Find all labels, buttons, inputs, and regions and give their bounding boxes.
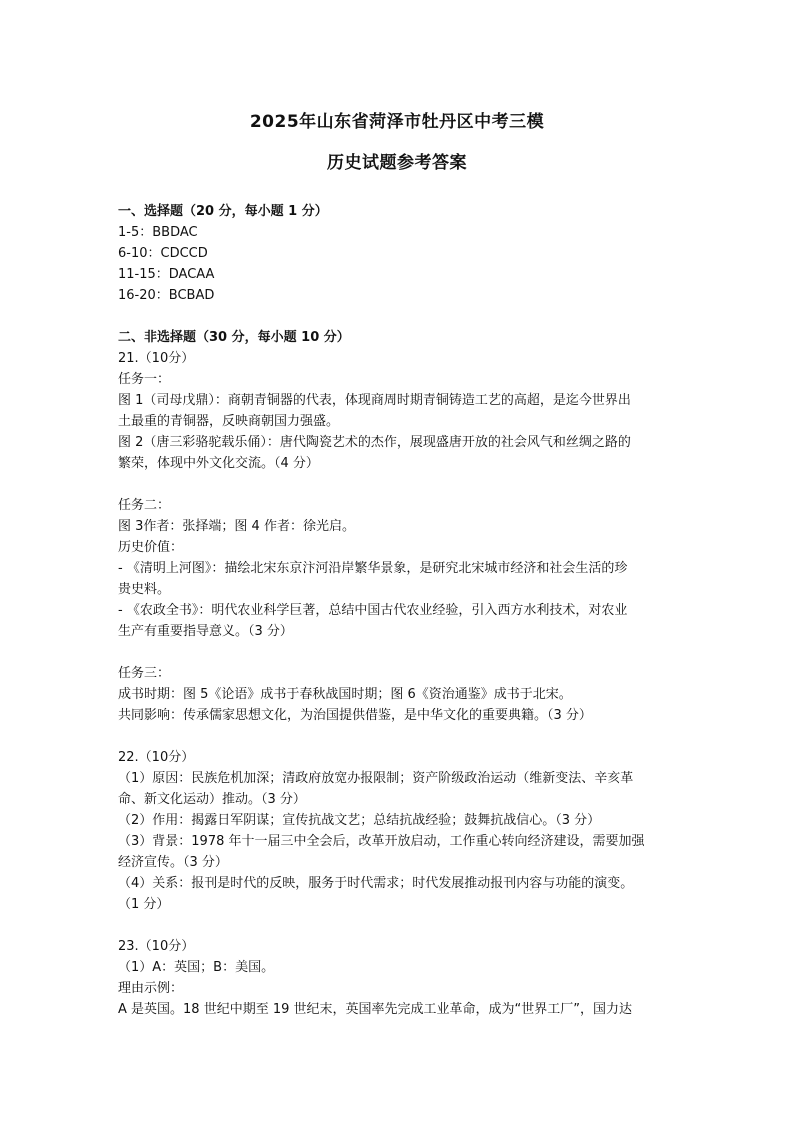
question-23-line: A 是英国。18 世纪中期至 19 世纪末，英国率先完成工业革命，成为“世界工厂”，国力达 [118,1002,632,1017]
spacer [118,915,678,936]
task-2-line: - 《清明上河图》：描绘北宋东京汴河沿岸繁华景象，是研究北宋城市经济和社会生活的珍 [118,561,628,576]
task-1-label: 任务一： [118,372,171,387]
task-2-line: 贵史料。 [118,582,171,597]
task-3-line: 成书时期：图 5《论语》成书于春秋战国时期；图 6《资治通鉴》成书于北宋。 [118,687,572,702]
question-22-line: （4）关系：报刊是时代的反映，服务于时代需求；时代发展推动报刊内容与功能的演变。 [118,876,634,891]
choice-answers-1-5: 1-5：BBDAC [118,225,198,240]
question-23-label: 23.（10分） [118,939,195,954]
task-1-line: 图 2（唐三彩骆驼载乐俑）：唐代陶瓷艺术的杰作，展现盛唐开放的社会风气和丝绸之路的 [118,435,631,450]
answer-content [118,201,678,1020]
task-1-line: 土最重的青铜器，反映商朝国力强盛。 [118,414,340,429]
task-1-line: 繁荣，体现中外文化交流。（4 分） [118,456,319,471]
question-22-line: （1 分） [118,897,170,912]
task-1-line: 图 1（司母戊鼎）：商朝青铜器的代表，体现商周时期青铜铸造工艺的高超，是迄今世界出 [118,393,631,408]
task-2-line: 历史价值： [118,540,184,555]
spacer [118,726,678,747]
task-2-line: 图 3作者：张择端；图 4 作者：徐光启。 [118,519,355,534]
choice-answers-6-10: 6-10：CDCCD [118,246,208,261]
question-22-line: （1）原因：民族危机加深；清政府放宽办报限制；资产阶级政治运动（维新变法、辛亥革 [118,771,634,786]
question-23-line: （1）A：英国；B：美国。 [118,960,275,975]
question-22-line: 经济宣传。（3 分） [118,855,228,870]
question-23-line: 理由示例： [118,981,184,996]
question-22-line: （2）作用：揭露日军阴谋；宣传抗战文艺；总结抗战经验；鼓舞抗战信心。（3 分） [118,813,601,828]
task-2-line: 生产有重要指导意义。（3 分） [118,624,293,639]
choice-answers-11-15: 11-15：DACAA [118,267,215,282]
spacer [118,474,678,495]
question-21-label: 21.（10分） [118,351,195,366]
section-heading-choice: 一、选择题（20 分，每小题 1 分） [118,204,328,219]
question-22-line: 命、新文化运动）推动。（3 分） [118,792,306,807]
page-title: 2025年山东省菏泽市牡丹区中考三模 [249,112,545,132]
page-subtitle: 历史试题参考答案 [327,153,467,173]
spacer [118,642,678,663]
task-3-line: 共同影响：传承儒家思想文化，为治国提供借鉴，是中华文化的重要典籍。（3 分） [118,708,592,723]
task-2-line: - 《农政全书》：明代农业科学巨著，总结中国古代农业经验，引入西方水利技术，对农业 [118,603,628,618]
task-3-label: 任务三： [118,666,171,681]
question-22-line: （3）背景：1978 年十一届三中全会后，改革开放启动，工作重心转向经济建设，需要加强 [118,834,645,849]
choice-answers-16-20: 16-20：BCBAD [118,288,215,303]
task-2-label: 任务二： [118,498,171,513]
section-heading-nonchoice: 二、非选择题（30 分，每小题 10 分） [118,330,350,345]
spacer [118,306,678,327]
question-22-label: 22.（10分） [118,750,195,765]
